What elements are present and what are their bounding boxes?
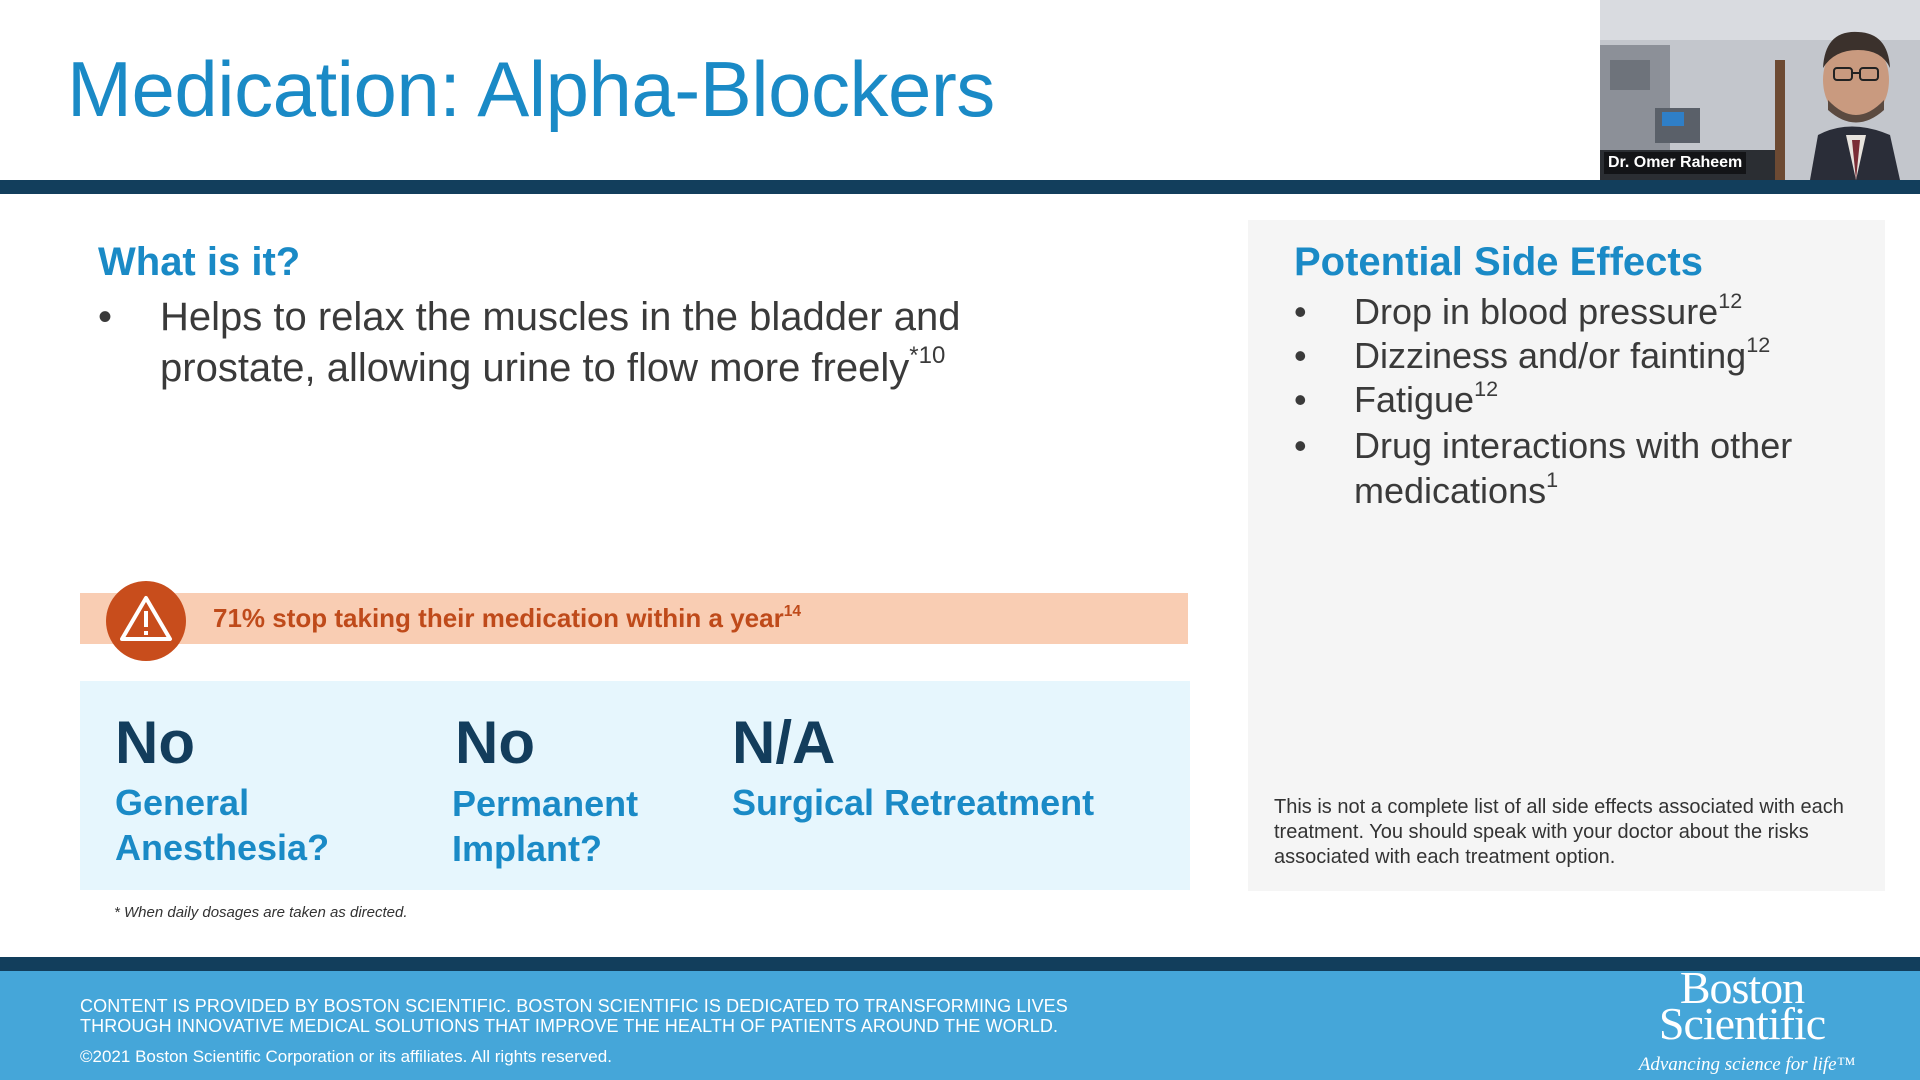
side-effect-item: • Drop in blood pressure$^{12}$ [1294,287,1743,332]
bullet-dot: • [1294,379,1307,420]
citation-superscript: *10 [909,342,946,369]
boston-scientific-logo: Boston Scientific [1658,962,1826,1049]
citation-superscript: 12 [1746,331,1771,357]
permanent-implant-label: Permanent Implant? [452,783,639,869]
surgical-retreatment-value: N/A [732,709,836,776]
side-effects-heading: Potential Side Effects [1294,240,1703,284]
permanent-implant-value: No [455,709,535,776]
surgical-retreatment-label: Surgical Retreatment [732,782,1095,823]
what-is-it-bullet [98,292,960,394]
participant-name-label: Dr. Omer Raheem [1604,152,1746,174]
warning-text: 71% stop taking their medication within a year$^{14}$ [213,603,802,633]
side-effect-item: • Fatigue$^{12}$ [1294,375,1499,420]
general-anesthesia-value: No [115,709,195,776]
slide-title: Medication: Alpha-Blockers [67,45,995,133]
citation-superscript: 12 [1718,287,1743,313]
footer-content-statement: CONTENT IS PROVIDED BY BOSTON SCIENTIFIC. BOSTON SCIENTIFIC IS DEDICATED TO TRANSFORMING LIVES THROUGH INNOVATIVE MEDICAL SOLUTIONS THAT IMPROVE THE HEALTH OF PATIENTS AROUND THE WORLD. [80,996,1068,1036]
bullet-text-line1: Helps to relax the muscles in the bladder and [160,295,961,339]
side-effects-disclaimer: This is not a complete list of all side effects associated with each treatment. You should speak with your doctor about the risks associated with each treatment option. [1274,796,1844,868]
copyright-notice: ©2021 Boston Scientific Corporation or its affiliates. All rights reserved. [80,1047,612,1066]
bullet-dot: • [1294,291,1307,332]
side-effect-item: • Dizziness and/or fainting$^{12}$ [1294,331,1771,376]
warning-triangle-icon [106,581,186,661]
citation-superscript: 12 [1474,375,1499,401]
logo-tagline: Advancing science for life™ [1638,1054,1856,1075]
citation-superscript: 1 [1546,466,1559,492]
dosage-footnote: * When daily dosages are taken as directed. [114,904,408,921]
bullet-dot: • [98,295,113,339]
citation-superscript: 14 [783,603,802,621]
general-anesthesia-label: General Anesthesia? [115,782,330,868]
header-divider [0,180,1920,194]
footer-divider [0,957,1920,971]
bullet-dot: • [1294,425,1307,466]
what-is-it-heading: What is it? [98,240,301,284]
side-effect-item: • Drug interactions with other medications$^1$ [1294,425,1793,511]
bullet-dot: • [1294,335,1307,376]
bullet-text-line2: prostate, allowing urine to flow more freely [160,346,910,390]
participant-video-tile[interactable] [1600,0,1920,180]
